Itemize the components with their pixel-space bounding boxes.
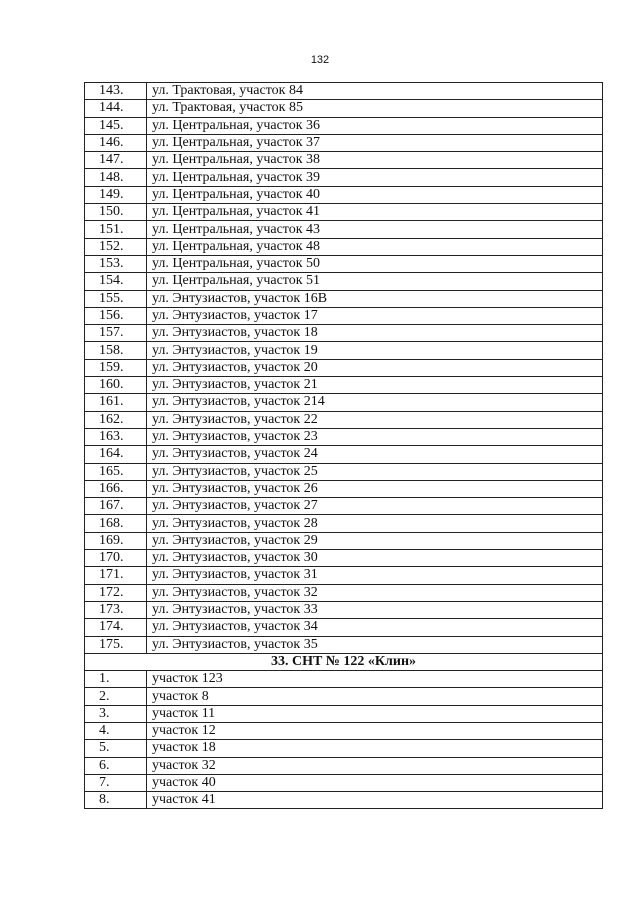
row-number: 8. [85,792,147,809]
table-row [85,152,603,169]
table-row [85,567,603,584]
plot-address: ул. Трактовая, участок 84 [147,83,603,100]
table-row [85,498,603,515]
table-row [85,757,603,774]
table-row [85,134,603,151]
row-number: 147. [85,152,147,169]
plot-address: ул. Энтузиастов, участок 22 [147,411,603,428]
table-row [85,83,603,100]
section-title: 33. СНТ № 122 «Клин» [85,653,603,670]
plot-address: ул. Энтузиастов, участок 24 [147,446,603,463]
plot-address: ул. Энтузиастов, участок 19 [147,342,603,359]
table-row [85,515,603,532]
table-row [85,117,603,134]
row-number: 160. [85,377,147,394]
plot-address: участок 41 [147,792,603,809]
plot-address: ул. Энтузиастов, участок 16В [147,290,603,307]
row-number: 143. [85,83,147,100]
row-number: 175. [85,636,147,653]
table-row [85,532,603,549]
plot-address: ул. Энтузиастов, участок 20 [147,359,603,376]
plot-address: участок 32 [147,757,603,774]
plot-address: ул. Центральная, участок 39 [147,169,603,186]
row-number: 4. [85,722,147,739]
plot-address: ул. Энтузиастов, участок 18 [147,325,603,342]
plot-address: участок 123 [147,671,603,688]
table-row [85,428,603,445]
row-number: 164. [85,446,147,463]
table-row [85,204,603,221]
row-number: 157. [85,325,147,342]
row-number: 148. [85,169,147,186]
row-number: 3. [85,705,147,722]
plot-address: ул. Энтузиастов, участок 25 [147,463,603,480]
table-row [85,446,603,463]
table-row [85,100,603,117]
table-row [85,169,603,186]
plot-address: ул. Энтузиастов, участок 21 [147,377,603,394]
plot-address: ул. Центральная, участок 40 [147,186,603,203]
table-row [85,636,603,653]
row-number: 1. [85,671,147,688]
row-number: 161. [85,394,147,411]
plot-address: ул. Энтузиастов, участок 23 [147,428,603,445]
table-row [85,273,603,290]
plot-address: ул. Центральная, участок 43 [147,221,603,238]
row-number: 155. [85,290,147,307]
plot-address: ул. Энтузиастов, участок 34 [147,619,603,636]
plot-address: ул. Энтузиастов, участок 33 [147,601,603,618]
table-row [85,480,603,497]
table-row [85,238,603,255]
row-number: 158. [85,342,147,359]
table-row [85,411,603,428]
table-row [85,394,603,411]
table-row [85,377,603,394]
row-number: 166. [85,480,147,497]
table-row [85,359,603,376]
plot-address: ул. Центральная, участок 41 [147,204,603,221]
plot-address: ул. Энтузиастов, участок 30 [147,550,603,567]
row-number: 171. [85,567,147,584]
table-row [85,619,603,636]
table-body [85,83,603,809]
plot-address: участок 18 [147,740,603,757]
row-number: 144. [85,100,147,117]
plot-address: ул. Энтузиастов, участок 29 [147,532,603,549]
row-number: 145. [85,117,147,134]
plot-address: ул. Энтузиастов, участок 26 [147,480,603,497]
row-number: 146. [85,134,147,151]
table-row [85,722,603,739]
plot-address: ул. Центральная, участок 50 [147,255,603,272]
row-number: 165. [85,463,147,480]
row-number: 173. [85,601,147,618]
table-row [85,688,603,705]
row-number: 167. [85,498,147,515]
table-row [85,774,603,791]
table-row [85,740,603,757]
plot-address: ул. Энтузиастов, участок 27 [147,498,603,515]
plot-address: участок 40 [147,774,603,791]
table-row [85,463,603,480]
table-row [85,671,603,688]
row-number: 151. [85,221,147,238]
table-row [85,186,603,203]
plot-address: ул. Энтузиастов, участок 214 [147,394,603,411]
plot-address: ул. Трактовая, участок 85 [147,100,603,117]
plot-address: ул. Энтузиастов, участок 28 [147,515,603,532]
row-number: 174. [85,619,147,636]
plot-address: ул. Центральная, участок 36 [147,117,603,134]
row-number: 156. [85,307,147,324]
table-row [85,307,603,324]
row-number: 172. [85,584,147,601]
plot-address: ул. Центральная, участок 37 [147,134,603,151]
table-row [85,255,603,272]
row-number: 6. [85,757,147,774]
row-number: 7. [85,774,147,791]
row-number: 2. [85,688,147,705]
plot-address: ул. Энтузиастов, участок 35 [147,636,603,653]
plot-address: ул. Энтузиастов, участок 32 [147,584,603,601]
row-number: 159. [85,359,147,376]
plot-address: ул. Центральная, участок 38 [147,152,603,169]
page-number: 132 [310,54,330,66]
table-row [85,290,603,307]
table-row [85,221,603,238]
row-number: 5. [85,740,147,757]
table-row [85,550,603,567]
plot-address: ул. Энтузиастов, участок 31 [147,567,603,584]
table-row [85,601,603,618]
plot-address: ул. Центральная, участок 51 [147,273,603,290]
plot-address: участок 12 [147,722,603,739]
row-number: 163. [85,428,147,445]
section-header-row [85,653,603,670]
row-number: 153. [85,255,147,272]
row-number: 169. [85,532,147,549]
plot-address: ул. Центральная, участок 48 [147,238,603,255]
row-number: 168. [85,515,147,532]
plot-address: ул. Энтузиастов, участок 17 [147,307,603,324]
land-plot-table [84,82,603,809]
row-number: 170. [85,550,147,567]
row-number: 149. [85,186,147,203]
table-row [85,584,603,601]
row-number: 162. [85,411,147,428]
table-row [85,705,603,722]
table-row [85,792,603,809]
plot-address: участок 11 [147,705,603,722]
row-number: 154. [85,273,147,290]
row-number: 152. [85,238,147,255]
table-row [85,342,603,359]
row-number: 150. [85,204,147,221]
plot-address: участок 8 [147,688,603,705]
table-row [85,325,603,342]
